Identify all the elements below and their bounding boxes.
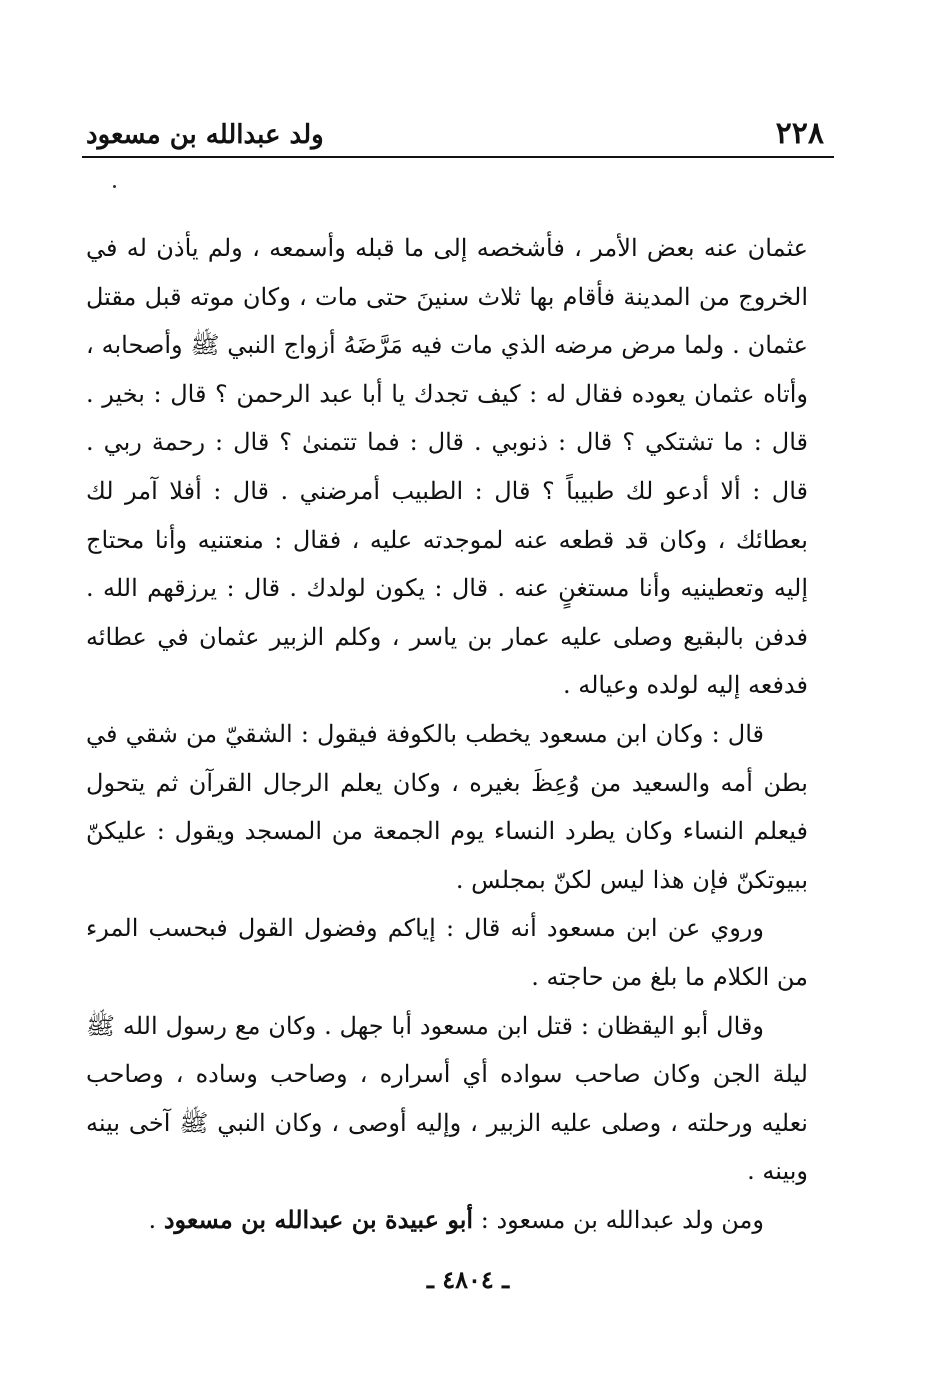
paragraph-2: قال : وكان ابن مسعود يخطب بالكوفة فيقول : الشقيّ من شقي في بطن أمه والسعيد من وُعِظَ بغيره ، وكان يعلم الرجال القرآن ثم يتحول فيعلم النساء وكان يطرد النساء يوم الجمعة من المسجد ويقول : عليكنّ ببيوتكنّ فإن هذا ليس لكنّ بمجلس .	[86, 719, 808, 894]
running-title: ولد عبدالله بن مسعود	[86, 120, 324, 150]
page-number: ٢٢٨	[775, 116, 824, 151]
paragraph-3: وروي عن ابن مسعود أنه قال : إياكم وفضول القول فبحسب المرء من الكلام ما بلغ من حاجته .	[86, 914, 808, 991]
body-text	[86, 224, 808, 1244]
folio-number: ـ ٤٨٠٤ ـ	[426, 1265, 510, 1294]
paragraph-1: عثمان عنه بعض الأمر ، فأشخصه إلى ما قبله وأسمعه ، ولم يأذن له في الخروج من المدينة فأقام بها ثلاث سنينَ حتى مات ، وكان موته قبل مقتل عثمان . ولما مرض مرضه الذي مات فيه مَرَّضَهُ أزواج النبي ﷺ وأصحابه ، وأتاه عثمان يعوده فقال له : كيف تجدك يا أبا عبد الرحمن ؟ قال : بخير . قال : ما تشتكي ؟ قال : ذنوبي . قال : فما تتمنىٰ ؟ قال : رحمة ربي . قال : ألا أدعو لك طبيباً ؟ قال : الطبيب أمرضني . قال : أفلا آمر لك بعطائك ، وكان قد قطعه عنه لموجدته عليه ، فقال : منعتنيه وأنا محتاج إليه وتعطينيه وأنا مستغنٍ عنه . قال : يكون لولدك . قال : يرزقهم الله . فدفن بالبقيع وصلى عليه عمار بن ياسر ، وكلم الزبير عثمان في عطائه فدفعه إليه لولده وعياله .	[86, 234, 808, 700]
page-header	[82, 112, 834, 156]
paragraph-5-prefix: ومن ولد عبدالله بن مسعود :	[473, 1205, 764, 1234]
son-name: أبو عبيدة بن عبدالله بن مسعود	[163, 1204, 474, 1234]
paragraph-5	[86, 1196, 808, 1245]
header-rule	[82, 156, 834, 158]
paragraph-4: وقال أبو اليقظان : قتل ابن مسعود أبا جهل . وكان مع رسول الله ﷺ ليلة الجن وكان صاحب سواده أي أسراره ، وصاحب وساده ، وصاحب نعليه ورحلته ، وصلى عليه الزبير ، وإليه أوصى ، وكان النبي ﷺ آخى بينه وبينه .	[86, 1011, 808, 1186]
paragraph-5-suffix: .	[148, 1205, 164, 1234]
stray-dot	[113, 185, 116, 188]
